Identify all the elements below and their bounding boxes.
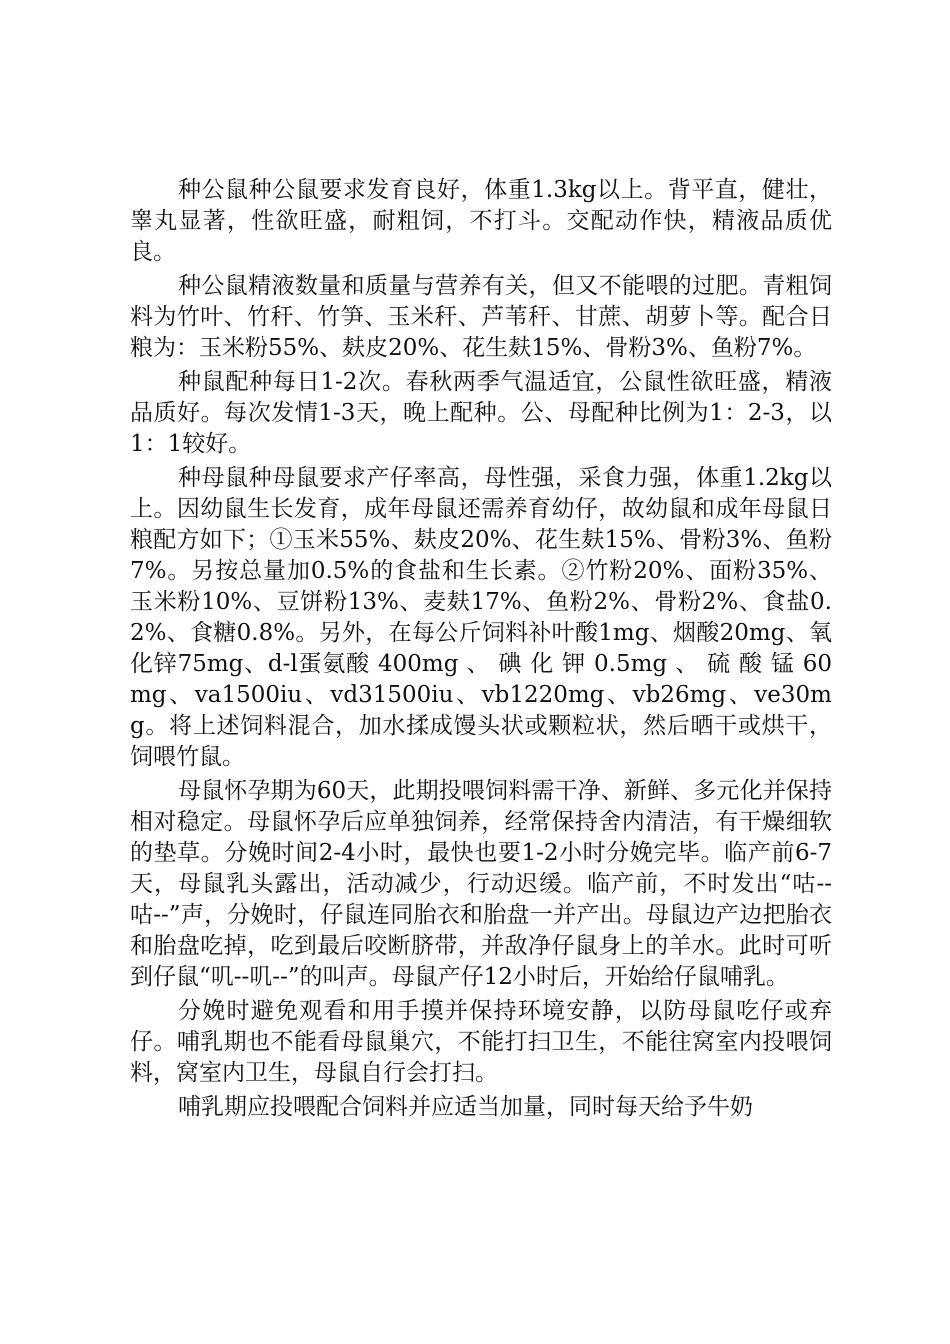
paragraph-male-nutrition: 种公鼠精液数量和质量与营养有关，但又不能喂的过肥。青粗饲料为竹叶、竹秆、竹笋、玉米秆、芦苇秆、甘蔗、胡萝卜等。配合日粮为：玉米粉55%、麸皮20%、花生麸15%、骨粉3%、鱼粉7%。 [130,273,832,361]
paragraph-delivery-care: 分娩时避免观看和用手摸并保持环境安静，以防母鼠吃仔或弃仔。哺乳期也不能看母鼠巢穴，不能打扫卫生，不能往窝室内投喂饲料，窝室内卫生，母鼠自行会打扫。 [130,998,832,1086]
document-body [130,175,832,1125]
paragraph-male-breeder: 种公鼠种公鼠要求发育良好，体重1.3kg以上。背平直，健壮，睾丸显著，性欲旺盛，耐粗饲，不打斗。交配动作快，精液品质优良。 [130,177,832,265]
paragraph-pregnancy: 母鼠怀孕期为60天，此期投喂饲料需干净、新鲜、多元化并保持相对稳定。母鼠怀孕后应单独饲养，经常保持舍内清洁，有干燥细软的垫草。分娩时间2-4小时，最快也要1-2小时分娩完毕。临产前6-7天，母鼠乳头露出，活动减少，行动迟缓。临产前，不时发出“咕--咕--”声，分娩时，仔鼠连同胎衣和胎盘一并产出。母鼠边产边把胎衣和胎盘吃掉，吃到最后咬断脐带，并敌净仔鼠身上的羊水。此时可听到仔鼠“叽--叽--”的叫声。母鼠产仔12小时后，开始给仔鼠哺乳。 [130,778,832,990]
paragraph-lactation: 哺乳期应投喂配合饲料并应适当加量，同时每天给予牛奶 [178,1094,753,1120]
paragraph-female-breeder: 种母鼠种母鼠要求产仔率高，母性强，采食力强，体重1.2kg以上。因幼鼠生长发育，成年母鼠还需养育幼仔，故幼鼠和成年母鼠日粮配方如下；①玉米55%、麸皮20%、花生麸15%、骨粉3%、鱼粉7%。另按总量加0.5%的食盐和生长素。②竹粉20%、面粉35%、玉米粉10%、豆饼粉13%、麦麸17%、鱼粉2%、骨粉2%、食盐0.2%、食糖0.8%。另外，在每公斤饲料补叶酸1mg、烟酸20mg、氧化锌75mg、d-l蛋氨酸 400mg 、 碘 化 钾 0.5mg 、 硫 酸 锰 60mg、va1500iu、vd31500iu、vb1220mg、vb26mg、ve30mg。将上述饲料混合，加水揉成馒头状或颗粒状，然后晒干或烘干，饲喂竹鼠。 [130,465,832,770]
paragraph-mating: 种鼠配种每日1-2次。春秋两季气温适宜，公鼠性欲旺盛，精液品质好。每次发情1-3天，晚上配种。公、母配种比例为1：2-3，以1：1较好。 [130,369,832,457]
